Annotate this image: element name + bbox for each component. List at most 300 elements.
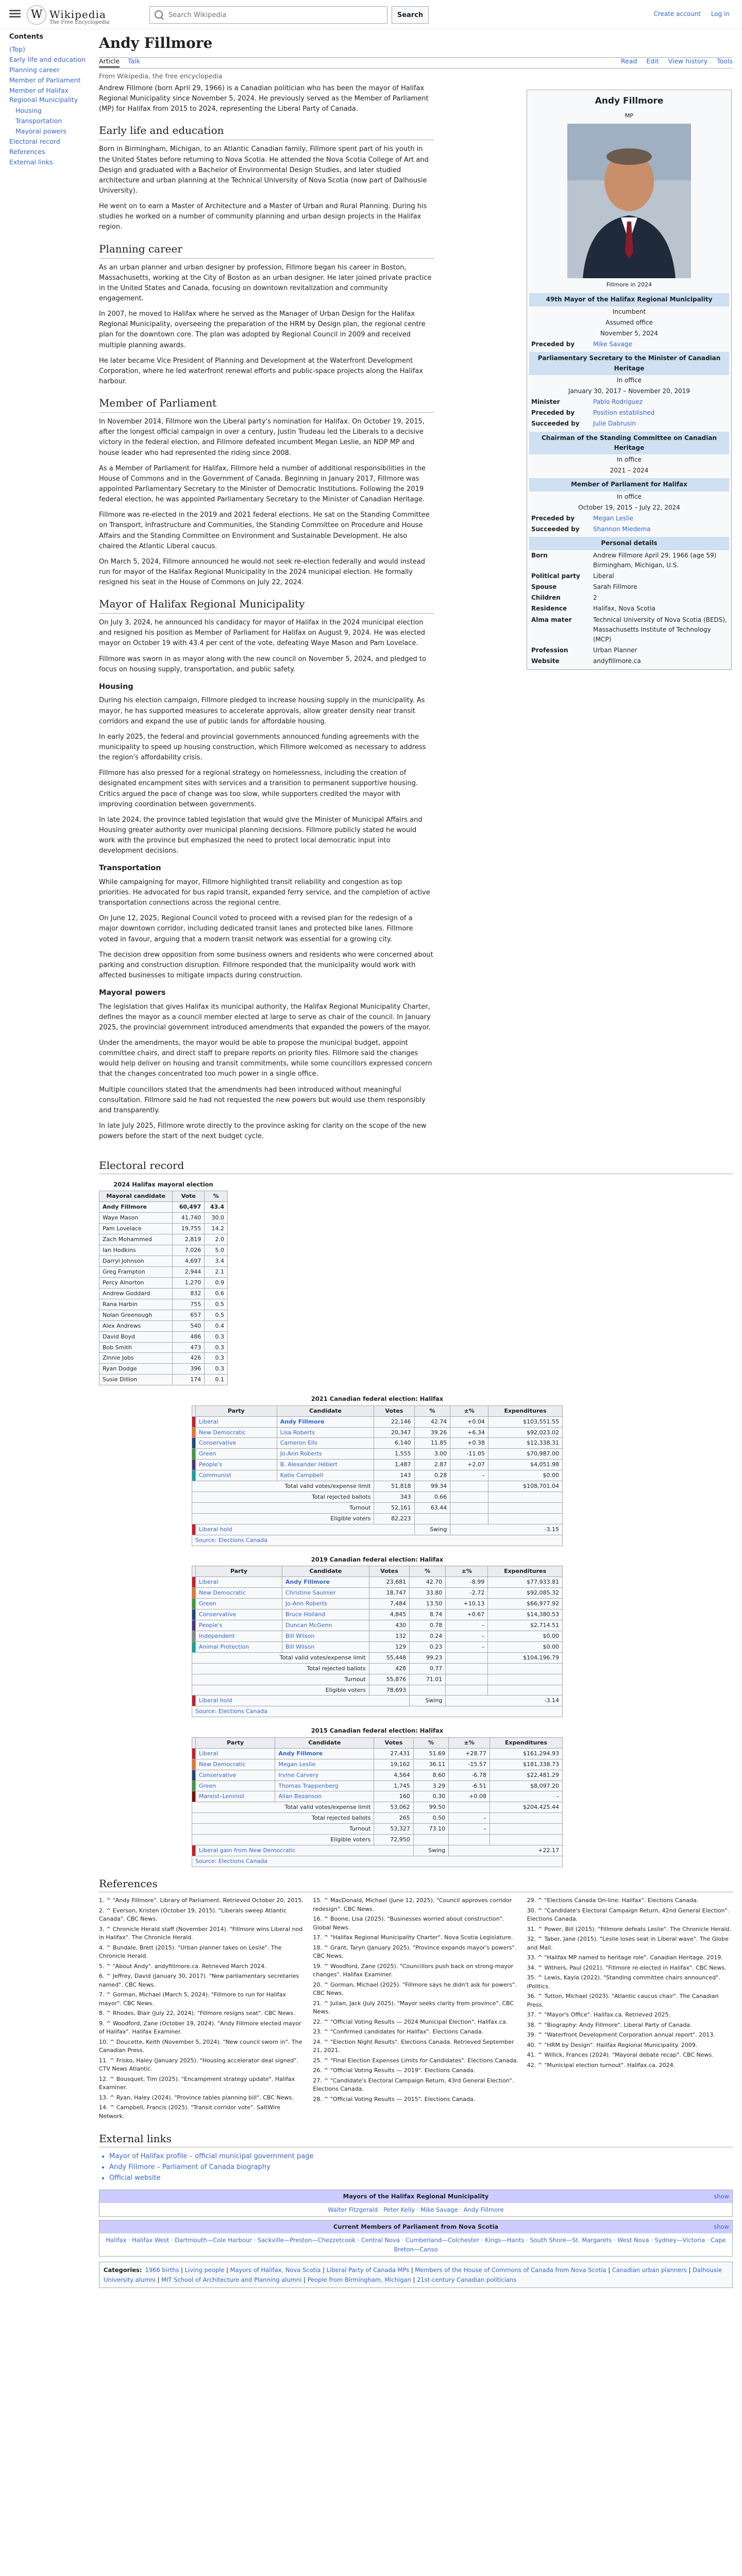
total-label: Total valid votes/expense limit [192,1652,369,1663]
table-cell: Darryl Johnson [99,1256,173,1267]
reference-column [313,1896,518,2122]
candidate-name[interactable]: Christine Saulnier [282,1588,369,1599]
infobox-kv-row [529,397,729,408]
portrait-photo[interactable] [567,124,691,278]
reference-item[interactable]: 17. ^ "Halifax Regional Municipality Charter". Nova Scotia Legislature. [313,1934,513,1941]
total-cell: – [449,1813,490,1824]
reference-item[interactable]: 6. ^ Jeffrey, David (January 30, 2017). "New parliamentary secretaries named". CBC News. [99,1973,299,1988]
navbox-toggle-button[interactable]: show [714,2193,729,2200]
total-cell: 51,818 [374,1481,414,1492]
column-header: Vote [173,1191,205,1202]
table-cell: $103,551.55 [488,1416,562,1427]
table-cell: 23,681 [369,1577,410,1588]
table-cell: 2,819 [173,1234,205,1245]
reference-item[interactable]: 29. ^ "Elections Canada On-line: Halifax". Elections Canada. [527,1897,699,1904]
total-cell [488,1663,563,1674]
total-cell: 52,161 [374,1503,414,1514]
table-row [99,1342,228,1353]
reference-item[interactable]: 39. ^ "Waterfront Development Corporation annual report". 2013. [527,2031,715,2038]
infobox-honorific: MP [625,112,634,120]
column-header: Party [196,1405,277,1416]
table-header-row [192,1737,563,1748]
table-cell: 42.74 [414,1416,450,1427]
swing-value: +22.17 [449,1845,563,1856]
toc-item[interactable]: Housing [15,106,42,114]
total-cell: 82,223 [374,1514,414,1524]
reference-item[interactable]: 14. ^ Campbell, Francis (2025). "Transit corridor vote". SaltWire Network. [99,2104,280,2120]
party-color-swatch [192,1759,196,1770]
candidate-name[interactable]: Irvine Carvery [275,1770,374,1781]
category-link[interactable]: MIT School of Architecture and Planning alumni [161,2276,302,2283]
candidate-name[interactable]: Megan Leslie [275,1759,374,1770]
table-cell: Alex Andrews [99,1320,173,1331]
reference-item[interactable]: 11. ^ Frisko, Haley (January 2025). "Housing accelerator deal signed". CTV News Atlantic. [99,2057,298,2072]
table-cell: 160 [374,1791,413,1802]
toc-item[interactable]: Member of Halifax Regional Municipality [9,87,78,104]
reference-item[interactable]: 4. ^ Bundale, Brett (2015). "Urban planner takes on Leslie". The Chronicle Herald. [99,1944,282,1959]
total-cell [450,1514,488,1524]
reference-item[interactable]: 38. ^ "Biography: Andy Fillmore". Liberal Party of Canada. [527,2021,692,2028]
reference-item[interactable]: 31. ^ Power, Bill (2015). "Fillmore defeats Leslie". The Chronicle Herald. [527,1925,732,1933]
infobox-office-title[interactable]: 49th Mayor of the Halifax Regional Municipality [529,293,729,306]
reference-item[interactable]: 41. ^ Willick, Frances (2024). "Mayoral debate recap". CBC News. [527,2052,714,2058]
infobox-key: Succeeded by [531,526,580,533]
toc-item[interactable]: Planning career [9,66,60,74]
reference-item[interactable]: 3. ^ Chronicle Herald staff (November 2014). "Fillmore wins Liberal nod in Halifax". The Chronicle Herald. [99,1925,303,1941]
category-link[interactable]: 21st-century Canadian politicians [417,2276,517,2283]
reference-item[interactable]: 7. ^ Gorman, Michael (March 5, 2024). "Fillmore to run for Halifax mayor". CBC News. [99,1991,286,2007]
total-cell [488,1514,562,1524]
article-body [99,83,434,1147]
infobox-office-title[interactable]: Parliamentary Secretary to the Minister of Canadian Heritage [529,352,729,375]
column-header: % [205,1191,228,1202]
table-cell: -11.05 [450,1449,488,1460]
category-link[interactable]: Liberal Party of Canada MPs [326,2266,410,2274]
infobox-value[interactable]: Mike Savage [593,341,632,348]
column-header: Party [196,1737,275,1748]
total-cell [449,1802,490,1813]
personal-detail-key: Spouse [531,583,557,591]
navbox-body[interactable]: Halifax · Halifax West · Dartmouth—Cole Harbour · Sackville—Preston—Chezzetcook · Central Nova · Cumberland—Colchester · Kings—Hants · South Shore—St. Margarets · West Nova · Sydney—Victoria · Cape Breton—Canso [106,2236,726,2253]
party-name[interactable]: Conservative [196,1770,275,1781]
reference-item[interactable]: 12. ^ Bousquet, Tim (2025). "Encampment strategy update". Halifax Examiner. [99,2075,295,2091]
total-row [192,1652,563,1663]
section-paragraph: Multiple councillors stated that the amendments had been introduced without meaningful consultation. Fillmore said he had not requested the new powers but would use them responsibly and transparently. [99,1086,426,1114]
table-cell: 1,270 [173,1277,205,1288]
candidate-name[interactable]: Duncan McGenn [282,1620,369,1631]
table-cell: 3.29 [413,1781,448,1791]
table-row [99,1299,228,1310]
navbox-toggle-button[interactable]: show [714,2223,729,2231]
table-cell: 19,755 [173,1224,205,1234]
external-links-list [99,2151,733,2183]
source-row [192,1706,563,1717]
hold-label[interactable]: Liberal hold [196,1696,410,1706]
candidate-name[interactable]: Thomas Trappenberg [275,1781,374,1791]
category-link[interactable]: People from Birmingham, Michigan [307,2276,411,2283]
table-cell: 2,944 [173,1266,205,1277]
total-label: Turnout [192,1674,369,1685]
main-menu-icon[interactable] [9,8,21,20]
site-wordmark[interactable]: Wikipedia [49,8,106,21]
table-cell: +10.13 [446,1599,488,1609]
search-button[interactable]: Search [392,6,429,24]
party-name[interactable]: Liberal [196,1416,277,1427]
hold-label[interactable]: Liberal gain from New Democratic [196,1845,414,1856]
table-header-row [192,1566,563,1577]
infobox-value[interactable]: Pablo Rodriguez [593,398,643,406]
party-name[interactable]: New Democratic [196,1427,277,1438]
total-cell: 428 [369,1663,410,1674]
candidate-name[interactable]: Jo-Ann Roberts [277,1449,374,1460]
reference-item[interactable]: 2. ^ Everson, Kristen (October 19, 2015). "Liberals sweep Atlantic Canada". CBC News. [99,1907,287,1922]
section-paragraph: Fillmore has also pressed for a regional strategy on homelessness, including the creation of designated encampment sites with services and a transition to permanent supportive housing. Critics argued the pace of change was too slow, while supporters credited the mayor with improving coordination between governments. [99,769,418,808]
table-caption: 2015 Canadian federal election: Halifax [311,1727,444,1735]
navbox-title-text[interactable]: Current Members of Parliament from Nova Scotia [333,2223,499,2231]
infobox-kv-row [529,524,729,535]
table-cell: 0.23 [410,1641,446,1652]
total-cell: 73.10 [413,1824,448,1835]
table-row [192,1641,563,1652]
toc-item[interactable]: Transportation [15,116,62,125]
external-link[interactable]: • Official website [109,2173,733,2184]
reference-item[interactable]: 20. ^ Gorman, Michael (2025). "Fillmore says he didn't ask for powers". CBC News. [313,1981,517,1996]
table-cell: 39.26 [414,1427,450,1438]
reference-item[interactable]: 22. ^ "Official Voting Results — 2024 Municipal Election". Halifax.ca. [313,2018,508,2025]
table-cell: 540 [173,1320,205,1331]
infobox-value[interactable]: Julie Dabrusin [593,420,636,428]
party-color-swatch [192,1620,196,1631]
party-color-swatch [192,1438,196,1449]
party-name[interactable]: Animal Protection [196,1641,282,1652]
reference-item[interactable]: 5. ^ "About Andy". andyfillmore.ca. Retrieved March 2024. [99,1962,266,1970]
source-link[interactable]: Source: Elections Canada [192,1706,563,1717]
infobox-key: Preceded by [531,341,575,348]
toc-item[interactable]: References [9,148,45,156]
external-link[interactable]: • Mayor of Halifax profile – official municipal government page [109,2151,733,2162]
toc-item[interactable]: Member of Parliament [9,76,81,84]
personal-detail-row [529,550,729,571]
personal-detail-key: Children [531,594,561,602]
infobox-office-row: Assumed office [605,318,653,326]
category-link[interactable]: Dalhousie University alumni [104,2266,722,2283]
tab-edit[interactable]: Edit [646,57,659,65]
infobox-office-row: In office [617,456,642,463]
reference-item[interactable]: 34. ^ Withers, Paul (2021). "Fillmore re-elected in Halifax". CBC News. [527,1964,727,1971]
party-name[interactable]: Independent [196,1631,282,1641]
total-cell [450,1481,488,1492]
table-row [99,1213,228,1224]
infobox-kv-row [529,339,729,350]
reference-item[interactable]: 9. ^ Woodford, Zane (October 19, 2024). "Andy Fillmore elected mayor of Halifax". Halifax Examiner. [99,2020,301,2035]
table-row [99,1202,228,1213]
party-color-swatch [192,1416,196,1427]
party-color-swatch [192,1781,196,1791]
table-cell: 4,697 [173,1256,205,1267]
categories-label[interactable]: Categories: [104,2266,142,2274]
table-cell: Andy Fillmore [99,1202,173,1213]
infobox-office-row: October 19, 2015 – July 22, 2024 [578,503,680,511]
personal-detail-row [529,645,729,656]
party-name[interactable]: Green [196,1781,275,1791]
infobox-office-title[interactable]: Chairman of the Standing Committee on Canadian Heritage [529,432,729,454]
source-row [192,1856,563,1867]
reference-item[interactable]: 42. ^ "Municipal election turnout". Halifax.ca. 2024. [527,2061,676,2069]
log-in-link[interactable]: Log in [711,10,730,18]
table-row [192,1759,563,1770]
table-cell: $0.00 [488,1470,562,1481]
candidate-name[interactable]: Andy Fillmore [275,1748,374,1759]
total-row [192,1503,563,1514]
reference-item[interactable]: 13. ^ Ryan, Haley (2024). "Province tables planning bill". CBC News. [99,2094,294,2101]
personal-detail-row [529,615,729,646]
table-cell: 1,487 [374,1460,414,1470]
section-heading: Housing [99,682,133,691]
candidate-name[interactable]: Cameron Ells [277,1438,374,1449]
table-cell: 132 [369,1631,410,1641]
toc-item[interactable]: External links [9,158,53,166]
table-cell: 0.78 [410,1620,446,1631]
reference-item[interactable]: 23. ^ "Confirmed candidates for Halifax". Elections Canada. [313,2028,483,2035]
table-row [192,1470,563,1481]
party-name[interactable]: People's [196,1460,277,1470]
section-heading: External links [99,2130,733,2147]
section-paragraph: In November 2014, Fillmore won the Liberal party's nomination for Halifax. On October 19, 2015, after the longest official campaign in over a century, Justin Trudeau led the Liberals to a decisive victory in the federal election, and Fillmore defeated incumbent Megan Leslie, an NDP MP and house leader who had represented the riding since 2008. [99,418,425,457]
external-link[interactable]: • Andy Fillmore – Parliament of Canada biography [109,2162,733,2173]
category-link[interactable]: 1966 births [145,2266,179,2274]
section-paragraph: In 2007, he moved to Halifax where he served as the Manager of Urban Design for the Halifax Regional Municipality, overseeing the preparation of the HRM by Design plan, the regional centre plan for the downtown core. The plan was adopted by Regional Council in 2009 and received multiple planning awards. [99,310,426,349]
hold-row [192,1524,563,1535]
column-header: Mayoral candidate [99,1191,173,1202]
reference-item[interactable]: 16. ^ Boone, Lisa (2025). "Businesses worried about construction". Global News. [313,1916,504,1931]
reference-item[interactable]: 19. ^ Woodford, Zane (2025). "Councillors push back on strong-mayor changes". Halifax Examiner. [313,1962,513,1978]
table-cell: 396 [173,1364,205,1375]
column-header: Candidate [282,1566,369,1577]
swing-label: Swing [413,1845,448,1856]
table-cell: 0.6 [205,1288,228,1299]
wikipedia-globe-logo[interactable]: W [27,5,46,25]
reference-item[interactable]: 25. ^ "Final Election Expenses Limits for Candidates". Elections Canada. [313,2057,518,2064]
party-name[interactable]: Conservative [196,1438,277,1449]
section-paragraph: Born in Birmingham, Michigan, to an Atlantic Canadian family, Fillmore spent part of his youth in the United States before returning to Nova Scotia. He attended the Nova Scotia College of Art and Design and graduated with a Bachelor of Environmental Design Studies, and later studied architecture and urban planning at the Technical University of Nova Scotia (now part of Dalhousie University). [99,145,429,195]
candidate-name[interactable]: Jo-Ann Roberts [282,1599,369,1609]
total-cell: 99.50 [413,1802,448,1813]
sidebar [0,32,91,168]
table-cell: 657 [173,1310,205,1320]
column-header: Party [196,1566,282,1577]
party-name[interactable]: Marxist–Leninist [196,1791,275,1802]
party-color-swatch [192,1791,196,1802]
table-cell: 0.3 [205,1331,228,1342]
table-cell: Waye Mason [99,1213,173,1224]
table-row [192,1609,563,1620]
table-cell: Percy Alnorton [99,1277,173,1288]
candidate-name[interactable]: B. Alexander Hébert [277,1460,374,1470]
search-box[interactable] [149,6,387,24]
tab-view-history[interactable]: View history [668,57,708,65]
section-paragraph: In late July 2025, Fillmore wrote directly to the province asking for clarity on the scope of the new powers before the start of the next budget cycle. [99,1122,427,1141]
reference-item[interactable]: 21. ^ Julian, Jack (July 2025). "Mayor seeks clarity from province". CBC News. [313,1999,514,2015]
candidate-name[interactable]: Bruce Holland [282,1609,369,1620]
personal-detail-value: Halifax, Nova Scotia [593,605,655,613]
personal-detail-row [529,571,729,582]
navbox-title-text[interactable]: Mayors of the Halifax Regional Municipality [343,2193,489,2200]
hold-label[interactable]: Liberal hold [196,1524,415,1535]
portrait-illustration [567,124,691,278]
party-color-swatch [192,1470,196,1481]
table-row [192,1748,563,1759]
table-row [99,1245,228,1256]
column-header: ±% [446,1566,488,1577]
table-cell: 1,745 [374,1781,413,1791]
candidate-name[interactable]: Bill Wilson [282,1641,369,1652]
toc-item[interactable]: (Top) [9,45,25,53]
create-account-link[interactable]: Create account [653,10,701,18]
total-cell: $204,425.44 [490,1802,562,1813]
table-row [192,1427,563,1438]
table-row [99,1375,228,1385]
table-cell: Pam Lovelace [99,1224,173,1234]
total-cell: 71.01 [410,1674,446,1685]
search-input[interactable] [167,9,381,21]
table-cell: 473 [173,1342,205,1353]
candidate-name[interactable]: Andy Fillmore [282,1577,369,1588]
section-heading: Electoral record [99,1157,733,1174]
table-cell: -8.99 [446,1577,488,1588]
navbox [99,2190,733,2217]
tab-tools[interactable]: Tools [717,57,733,65]
total-cell [488,1685,563,1696]
total-cell [414,1514,450,1524]
party-name[interactable]: Communist [196,1470,277,1481]
total-row [192,1802,563,1813]
candidate-name[interactable]: Bill Wilson [282,1631,369,1641]
personal-detail-key: Website [531,657,560,665]
party-color-swatch [192,1770,196,1781]
party-name[interactable]: Conservative [196,1609,282,1620]
table-cell: 0.9 [205,1277,228,1288]
navbox-body[interactable]: Walter Fitzgerald · Peter Kelly · Mike Savage · Andy Fillmore [328,2206,504,2213]
total-cell: 0.50 [413,1813,448,1824]
party-color-swatch [192,1631,196,1641]
category-link[interactable]: Mayors of Halifax, Nova Scotia [230,2266,321,2274]
total-cell: 55,448 [369,1652,410,1663]
party-color-swatch [192,1641,196,1652]
section-paragraph: In late 2024, the province tabled legislation that would give the Minister of Municipal Affairs and Housing greater authority over municipal planning decisions. Fillmore publicly stated he would work with the province but emphasized the need to protect local democratic input into development decisions. [99,816,423,855]
section-paragraph: In early 2025, the federal and provincial governments announced funding agreements with the municipality to speed up housing construction, which Fillmore welcomed as necessary to address the region's affordability crisis. [99,733,426,762]
reference-item[interactable]: 1. ^ "Andy Fillmore". Library of Parliament. Retrieved October 20, 2015. [99,1897,303,1904]
source-link[interactable]: Source: Elections Canada [192,1856,563,1867]
section-paragraph: The decision drew opposition from some business owners and residents who were concerned about parking and construction disruption. Fillmore responded that the municipality would work with affected businesses to mitigate impacts during construction. [99,951,433,979]
total-cell: 265 [374,1813,413,1824]
personal-detail-key: Residence [531,605,567,613]
reference-item[interactable]: 36. ^ Tutton, Michael (2023). "Atlantic caucus chair". The Canadian Press. [527,1993,719,2008]
party-name[interactable]: New Democratic [196,1588,282,1599]
reference-item[interactable]: 28. ^ "Official Voting Results — 2015". Elections Canada. [313,2095,476,2103]
table-row [192,1791,563,1802]
table-cell: 0.1 [205,1375,228,1385]
source-link[interactable]: Source: Elections Canada [192,1535,563,1546]
tab-article[interactable]: Article [99,55,120,67]
total-cell: 78,693 [369,1685,410,1696]
reference-item[interactable]: 35. ^ Lewis, Kayla (2022). "Standing committee chairs announced". iPolitics. [527,1974,720,1990]
reference-item[interactable]: 32. ^ Taber, Jane (2015). "Leslie loses seat in Liberal wave". The Globe and Mail. [527,1936,729,1951]
table-cell: 6,140 [374,1438,414,1449]
section-paragraph: On March 5, 2024, Fillmore announced he would not seek re-election federally and would instead run for mayor of the Halifax Regional Municipality in the 2024 municipal election. He formally resigned his seat in the House of Commons on July 22, 2024. [99,557,425,587]
category-separator: | [179,2266,185,2274]
tab-read[interactable]: Read [620,57,637,65]
infobox-value[interactable]: Position established [593,409,655,417]
total-label: Total rejected ballots [192,1663,369,1674]
reference-item[interactable]: 18. ^ Grant, Taryn (January 2025). "Province expands mayor's powers". CBC News. [313,1944,517,1959]
party-name[interactable]: Green [196,1449,277,1460]
candidate-name[interactable]: Katie Campbell [277,1470,374,1481]
table-cell: $4,051.98 [488,1460,562,1470]
column-header: % [410,1566,446,1577]
candidate-name[interactable]: Andy Fillmore [277,1416,374,1427]
reference-item[interactable]: 40. ^ "HRM by Design". Halifax Regional Municipality. 2009. [527,2041,698,2048]
personal-detail-value: andyfillmore.ca [593,657,641,665]
table-cell: Rana Harbin [99,1299,173,1310]
category-link[interactable]: Living people [184,2266,225,2274]
reference-item[interactable]: 37. ^ "Mayor's Office". Halifax.ca. Retrieved 2025. [527,2011,671,2018]
page-tabs [99,55,733,69]
page-title: Andy Fillmore [99,32,733,58]
toc-item[interactable]: Electoral record [9,137,60,145]
table-row [192,1460,563,1470]
reference-item[interactable]: 10. ^ Doucette, Keith (November 5, 2024). "New council sworn in". The Canadian Press. [99,2038,302,2054]
section-heading: References [99,1875,733,1892]
infobox-kv-row [529,408,729,418]
infobox-value[interactable]: Shannon Miedema [593,526,651,533]
category-link[interactable]: Members of the House of Commons of Canada from Nova Scotia [415,2266,606,2274]
toc-item[interactable]: Mayoral powers [15,127,66,135]
total-row [192,1824,563,1835]
party-name[interactable]: Liberal [196,1577,282,1588]
column-header: Votes [369,1566,410,1577]
infobox-value[interactable]: Megan Leslie [593,514,634,522]
reference-item[interactable]: 15. ^ MacDonald, Michael (June 12, 2025). "Council approves corridor redesign". CBC News. [313,1897,512,1912]
table-cell: +0.38 [450,1438,488,1449]
reference-item[interactable]: 30. ^ "Candidate's Electoral Campaign Return, 42nd General Election". Elections Canada. [527,1907,730,1922]
party-name[interactable]: Green [196,1599,282,1609]
table-cell: – [446,1620,488,1631]
reference-item[interactable]: 26. ^ "Official Voting Results — 2019". Elections Canada. [313,2067,476,2074]
total-label: Total valid votes/expense limit [192,1481,374,1492]
tab-talk[interactable]: Talk [128,57,141,65]
total-cell: $104,196.79 [488,1652,563,1663]
table-cell: 174 [173,1375,205,1385]
candidate-name[interactable]: Allan Bezanson [275,1791,374,1802]
reference-item[interactable]: 24. ^ "Election Night Results". Elections Canada. Retrieved September 21, 2021. [313,2038,514,2054]
reference-item[interactable]: 8. ^ Rhodes, Blair (July 22, 2024). "Fillmore resigns seat". CBC News. [99,2010,295,2016]
party-name[interactable]: People's [196,1620,282,1631]
category-link[interactable]: Canadian urban planners [612,2266,687,2274]
total-cell [413,1835,448,1845]
total-cell: 343 [374,1492,414,1503]
candidate-name[interactable]: Lisa Roberts [277,1427,374,1438]
infobox-office-title[interactable]: Member of Parliament for Halifax [529,478,729,491]
reference-item[interactable]: 33. ^ "Halifax MP named to heritage role". Canadian Heritage. 2019. [527,1954,723,1961]
category-separator: | [224,2266,230,2274]
toc-item[interactable]: Early life and education [9,55,86,63]
source-row [192,1535,563,1546]
party-name[interactable]: New Democratic [196,1759,275,1770]
party-name[interactable]: Liberal [196,1748,275,1759]
total-row [192,1813,563,1824]
reference-item[interactable]: 27. ^ "Candidate's Electoral Campaign Return, 43rd General Election". Elections Canada. [313,2077,514,2092]
table-cell: Zinnie Jobs [99,1353,173,1364]
